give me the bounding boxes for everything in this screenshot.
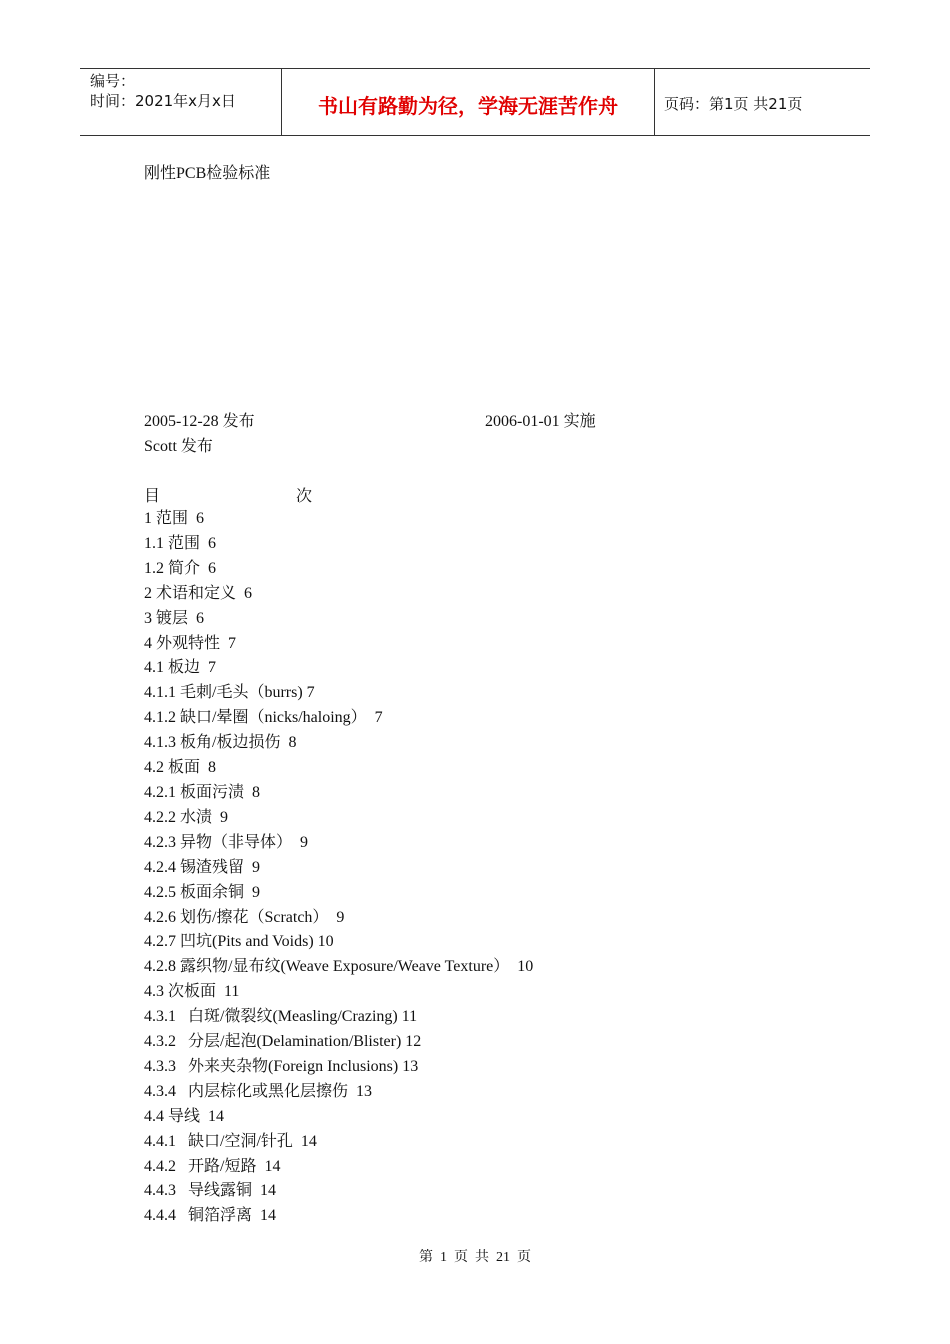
header-top-rule [80,68,870,69]
toc-entry[interactable]: 4.3.4 内层棕化或黑化层擦伤 13 [144,1082,373,1100]
header-bottom-rule [80,135,870,136]
toc-entry[interactable]: 4.4.3 导线露铜 14 [144,1182,277,1200]
toc-entry[interactable]: 4 外观特性 7 [144,634,237,652]
toc-entry[interactable]: 4.1.3 板角/板边损伤 8 [144,734,297,752]
toc-entry[interactable]: 4.4 导线 14 [144,1107,225,1125]
toc-entry[interactable]: 4.2.5 板面余铜 9 [144,883,261,901]
time-label: 时间：2021年x月x日 [90,92,236,110]
toc-entry[interactable]: 1.2 简介 6 [144,559,217,577]
toc-entry[interactable]: 4.4.4 铜箔浮离 14 [144,1207,277,1225]
header-page-info: 页码：第1页 共21页 [664,95,803,113]
toc-entry[interactable]: 4.2.2 水渍 9 [144,808,229,826]
toc-entry[interactable]: 4.2.4 锡渣残留 9 [144,858,261,876]
header-meta [90,71,236,111]
page-footer: 第 1 页 共 21 页 [419,1250,531,1265]
toc-entry[interactable]: 4.2 板面 8 [144,759,217,777]
toc-entry[interactable]: 4.4.1 缺口/空洞/针孔 14 [144,1132,317,1150]
toc-entry[interactable]: 3 镀层 6 [144,609,205,627]
header-divider-right [654,68,655,136]
toc-entry[interactable]: 4.1.1 毛刺/毛头（burrs) 7 [144,684,315,702]
toc-entry[interactable]: 4.2.1 板面污渍 8 [144,783,261,801]
toc-heading-right: 次 [296,488,313,505]
publisher: Scott 发布 [144,438,213,455]
toc-entry[interactable]: 4.3.2 分层/起泡(Delamination/Blister) 12 [144,1033,422,1051]
toc-entry[interactable]: 4.1.2 缺口/晕圈（nicks/haloing） 7 [144,709,383,727]
toc-entry[interactable]: 1 范围 6 [144,510,205,527]
header-motto: 书山有路勤为径，学海无涯苦作舟 [318,94,618,118]
toc-entry[interactable]: 4.3 次板面 11 [144,983,240,1001]
document-title: 刚性PCB检验标准 [144,165,271,182]
toc-heading-left: 目 [144,488,161,505]
effective-date: 2006-01-01 实施 [485,413,596,430]
toc-entry[interactable]: 4.3.1 白斑/微裂纹(Measling/Crazing) 11 [144,1008,418,1026]
toc-entry[interactable]: 2 术语和定义 6 [144,584,253,602]
toc-entry[interactable]: 4.2.3 异物（非导体） 9 [144,833,309,851]
toc-entry[interactable]: 4.1 板边 7 [144,659,217,677]
toc-entry[interactable]: 4.3.3 外来夹杂物(Foreign Inclusions) 13 [144,1057,419,1075]
toc-entry[interactable]: 4.2.7 凹坑(Pits and Voids) 10 [144,933,334,951]
number-label: 编号： [90,72,136,90]
toc-entry[interactable]: 4.2.8 露织物/显布纹(Weave Exposure/Weave Texture） 10 [144,958,534,976]
toc-entry[interactable]: 4.2.6 划伤/擦花（Scratch） 9 [144,908,345,926]
table-of-contents [144,507,533,1229]
toc-entry[interactable]: 1.1 范围 6 [144,534,217,552]
release-date: 2005-12-28 发布 [144,413,255,430]
toc-entry[interactable]: 4.4.2 开路/短路 14 [144,1157,281,1175]
